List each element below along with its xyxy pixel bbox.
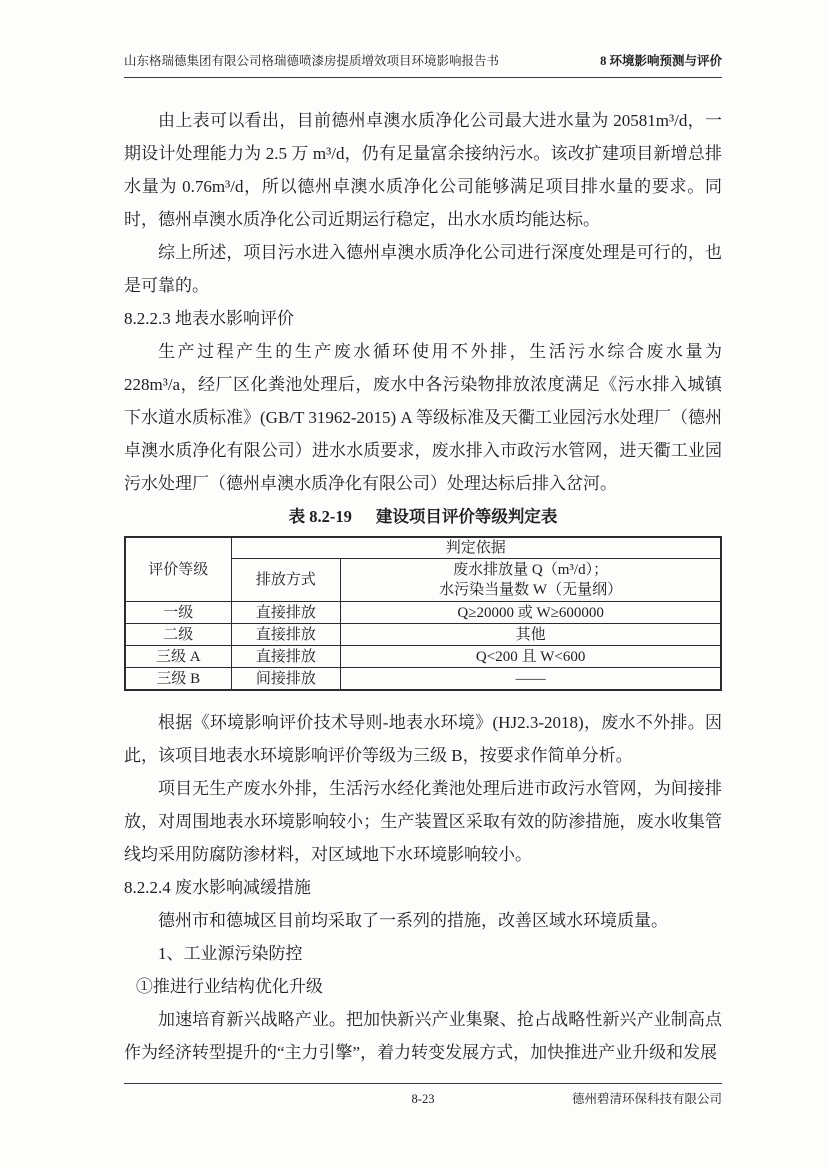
cell-mode: 直接排放 (231, 602, 341, 624)
cell-grade: 二级 (125, 624, 231, 646)
paragraph-emerging-industry: 加速培育新兴战略产业。把加快新兴产业集聚、抢占战略性新兴产业制高点作为经济转型提升的“主力引擎”，着力转变发展方式，加快推进产业升级和发展 (124, 1010, 722, 1062)
header-chapter-title: 8 环境影响预测与评价 (600, 54, 722, 68)
page-number: 8-23 (411, 1092, 435, 1106)
section-heading-8223: 8.2.2.3 地表水影响评价 (124, 309, 294, 328)
table-header-criteria-line1: 废水排放量 Q（m³/d）； (453, 562, 609, 578)
table-caption (124, 504, 722, 529)
paragraph-conclusion-feasible: 综上所述，项目污水进入德州卓澳水质净化公司进行深度处理是可行的，也是可靠的。 (124, 243, 722, 295)
table-header-criteria (341, 559, 721, 602)
page-header (124, 52, 722, 78)
evaluation-grade-table (124, 536, 722, 691)
table-row (125, 668, 721, 691)
cell-criteria: —— (341, 668, 721, 691)
table-row (125, 602, 721, 624)
paragraph-indirect-discharge: 项目无生产废水外排，生活污水经化粪池处理后进市政污水管网，为间接排放，对周围地表水环境影响较小；生产装置区采取有效的防渗措施，废水收集管线均采用防腐防渗材料，对区域地下水环境影响较小。 (124, 779, 722, 864)
page-footer (124, 1083, 722, 1108)
table-header-row-1 (125, 537, 721, 559)
header-report-title: 山东格瑞德集团有限公司格瑞德喷漆房提质增效项目环境影响报告书 (124, 54, 500, 68)
cell-criteria: Q<200 且 W<600 (341, 646, 721, 668)
cell-criteria: Q≥20000 或 W≥600000 (341, 602, 721, 624)
cell-grade: 三级 A (125, 646, 231, 668)
cell-grade: 三级 B (125, 668, 231, 691)
cell-mode: 直接排放 (231, 646, 341, 668)
table-caption-title: 建设项目评价等级判定表 (375, 507, 558, 526)
paragraph-industrial-source: 1、工业源污染防控 (158, 944, 303, 963)
paragraph-intake-capacity: 由上表可以看出，目前德州卓澳水质净化公司最大进水量为 20581m³/d，一期设计处理能力为 2.5 万 m³/d，仍有足量富余接纳污水。该改扩建项目新增总排水量为 0.76m³/d，所以德州卓澳水质净化公司能够满足项目排水量的要求。同时，德州卓澳水质净化公司近期运行稳定，出水水质均能达标。 (124, 111, 722, 229)
paragraph-structure-upgrade: ①推进行业结构优化升级 (135, 977, 323, 996)
table-header-mode: 排放方式 (231, 559, 341, 602)
document-body (124, 104, 722, 1069)
table-caption-label: 表 8.2-19 (288, 507, 352, 526)
paragraph-hj23-2018: 根据《环境影响评价技术导则-地表水环境》(HJ2.3-2018)，废水不外排。因此，该项目地表水环境影响评价等级为三级 B，按要求作简单分析。 (124, 713, 722, 765)
table-row (125, 624, 721, 646)
table-header-basis: 判定依据 (231, 537, 721, 559)
paragraph-surface-water: 生产过程产生的生产废水循环使用不外排，生活污水综合废水量为 228m³/a，经厂区化粪池处理后，废水中各污染物排放浓度满足《污水排入城镇下水道水质标准》(GB/T 31962-2015) A 等级标准及天衢工业园污水处理厂（德州卓澳水质净化有限公司）进水水质要求，废水排入市政污水管网，进天衢工业园污水处理厂（德州卓澳水质净化有限公司）处理达标后排入岔河。 (124, 342, 722, 493)
cell-mode: 直接排放 (231, 624, 341, 646)
footer-company: 德州碧清环保科技有限公司 (571, 1092, 722, 1106)
cell-mode: 间接排放 (231, 668, 341, 691)
table-header-criteria-line2: 水污染当量数 W（无量纲） (439, 582, 623, 598)
paragraph-city-measures: 德州市和德城区目前均采取了一系列的措施，改善区域水环境质量。 (158, 911, 668, 930)
table-header-grade: 评价等级 (125, 537, 231, 602)
section-heading-8224: 8.2.2.4 废水影响减缓措施 (124, 878, 311, 897)
cell-grade: 一级 (125, 602, 231, 624)
cell-criteria: 其他 (341, 624, 721, 646)
table-row (125, 646, 721, 668)
